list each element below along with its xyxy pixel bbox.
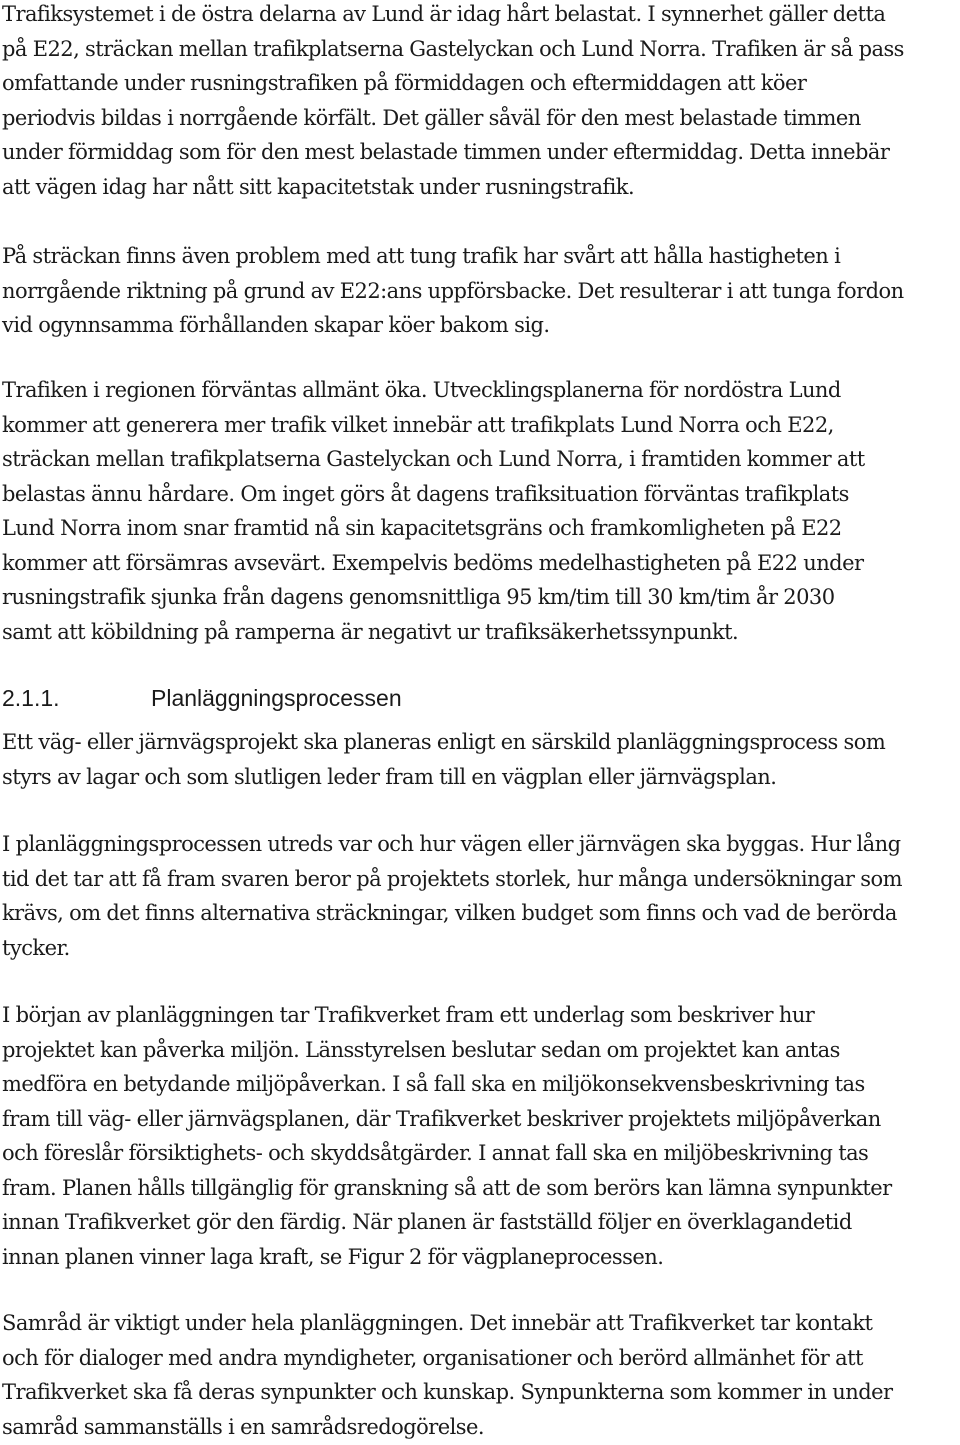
paragraph-line: vid ogynnsamma förhållanden skapar köer bakom sig. (2, 313, 550, 337)
paragraph-line: Trafiksystemet i de östra delarna av Lund är idag hårt belastat. I synnerhet gäller detta (2, 2, 886, 26)
paragraph-line: I början av planläggningen tar Trafikverket fram ett underlag som beskriver hur (2, 1003, 815, 1027)
paragraph-line: belastas ännu hårdare. Om inget görs åt dagens trafiksituation förväntas trafikplats (2, 481, 849, 506)
paragraph-line: samråd sammanställs i en samrådsredogörelse. (2, 1414, 484, 1439)
paragraph-line: norrgående riktning på grund av E22:ans uppförsbacke. Det resulterar i att tunga fordon (2, 278, 904, 303)
paragraph-line: tycker. (2, 935, 70, 960)
paragraph-line: Trafiken i regionen förväntas allmänt öka. Utvecklingsplanerna för nordöstra Lund (2, 378, 841, 402)
paragraph-line: fram. Planen hålls tillgänglig för granskning så att de som berörs kan lämna synpunkter (2, 1175, 892, 1200)
paragraph-line: medföra en betydande miljöpåverkan. I så fall ska en miljökonsekvensbeskrivning tas (2, 1072, 865, 1096)
paragraph-traffic-forecast (2, 373, 952, 649)
paragraph-line: Samråd är viktigt under hela planläggningen. Det innebär att Trafikverket tar kontakt (2, 1311, 873, 1335)
paragraph-planning-intro (2, 725, 952, 794)
section-number: 2.1.1. (2, 685, 60, 711)
paragraph-line: omfattande under rusningstrafiken på förmiddagen och eftermiddagen att köer (2, 71, 807, 95)
paragraph-line: på E22, sträckan mellan trafikplatserna Gastelyckan och Lund Norra. Trafiken är så pass (2, 36, 904, 61)
paragraph-line: innan Trafikverket gör den färdig. När planen är fastställd följer en överklagandetid (2, 1210, 852, 1234)
paragraph-planning-scope (2, 827, 952, 965)
paragraph-line: rusningstrafik sjunka från dagens genomsnittliga 95 km/tim till 30 km/tim år 2030 (2, 585, 835, 609)
paragraph-line: krävs, om det finns alternativa sträckningar, vilken budget som finns och vad de berörda (2, 901, 897, 925)
section-heading (2, 680, 402, 716)
paragraph-line: I planläggningsprocessen utreds var och hur vägen eller järnvägen ska byggas. Hur lång (2, 832, 901, 856)
paragraph-line: Ett väg- eller järnvägsprojekt ska planeras enligt en särskild planläggningsprocess som (2, 730, 886, 754)
paragraph-line: innan planen vinner laga kraft, se Figur 2 för vägplaneprocessen. (2, 1244, 664, 1269)
paragraph-line: och för dialoger med andra myndigheter, organisationer och berörd allmänhet för att (2, 1345, 863, 1370)
paragraph-line: tid det tar att få fram svaren beror på projektets storlek, hur många undersökningar som (2, 866, 902, 891)
paragraph-line: På sträckan finns även problem med att tung trafik har svårt att hålla hastigheten i (2, 244, 841, 268)
paragraph-traffic-situation (2, 0, 952, 204)
paragraph-consultation (2, 1306, 952, 1444)
paragraph-line: Trafikverket ska få deras synpunkter och kunskap. Synpunkterna som kommer in under (2, 1380, 893, 1404)
paragraph-line: sträckan mellan trafikplatserna Gastelyckan och Lund Norra, i framtiden kommer att (2, 447, 865, 471)
paragraph-environment (2, 998, 952, 1274)
paragraph-line: under förmiddag som för den mest belastade timmen under eftermiddag. Detta innebär (2, 140, 890, 164)
paragraph-line: samt att köbildning på ramperna är negativt ur trafiksäkerhetssynpunkt. (2, 619, 739, 644)
paragraph-line: att vägen idag har nått sitt kapacitetstak under rusningstrafik. (2, 174, 635, 199)
paragraph-line: fram till väg- eller järnvägsplanen, där Trafikverket beskriver projektets miljöpåverkan (2, 1106, 881, 1131)
paragraph-heavy-traffic (2, 239, 952, 343)
paragraph-line: kommer att försämras avsevärt. Exempelvis bedöms medelhastigheten på E22 under (2, 550, 864, 575)
paragraph-line: projektet kan påverka miljön. Länsstyrelsen beslutar sedan om projektet kan antas (2, 1037, 840, 1062)
section-title: Planläggningsprocessen (151, 685, 402, 711)
paragraph-line: periodvis bildas i norrgående körfält. Det gäller såväl för den mest belastade timmen (2, 105, 861, 130)
paragraph-line: kommer att generera mer trafik vilket innebär att trafikplats Lund Norra och E22, (2, 412, 834, 437)
paragraph-line: Lund Norra inom snar framtid nå sin kapacitetsgräns och framkomligheten på E22 (2, 516, 842, 540)
paragraph-line: styrs av lagar och som slutligen leder fram till en vägplan eller järnvägsplan. (2, 764, 777, 789)
paragraph-line: och föreslår försiktighets- och skyddsåtgärder. I annat fall ska en miljöbeskrivning tas (2, 1141, 869, 1165)
